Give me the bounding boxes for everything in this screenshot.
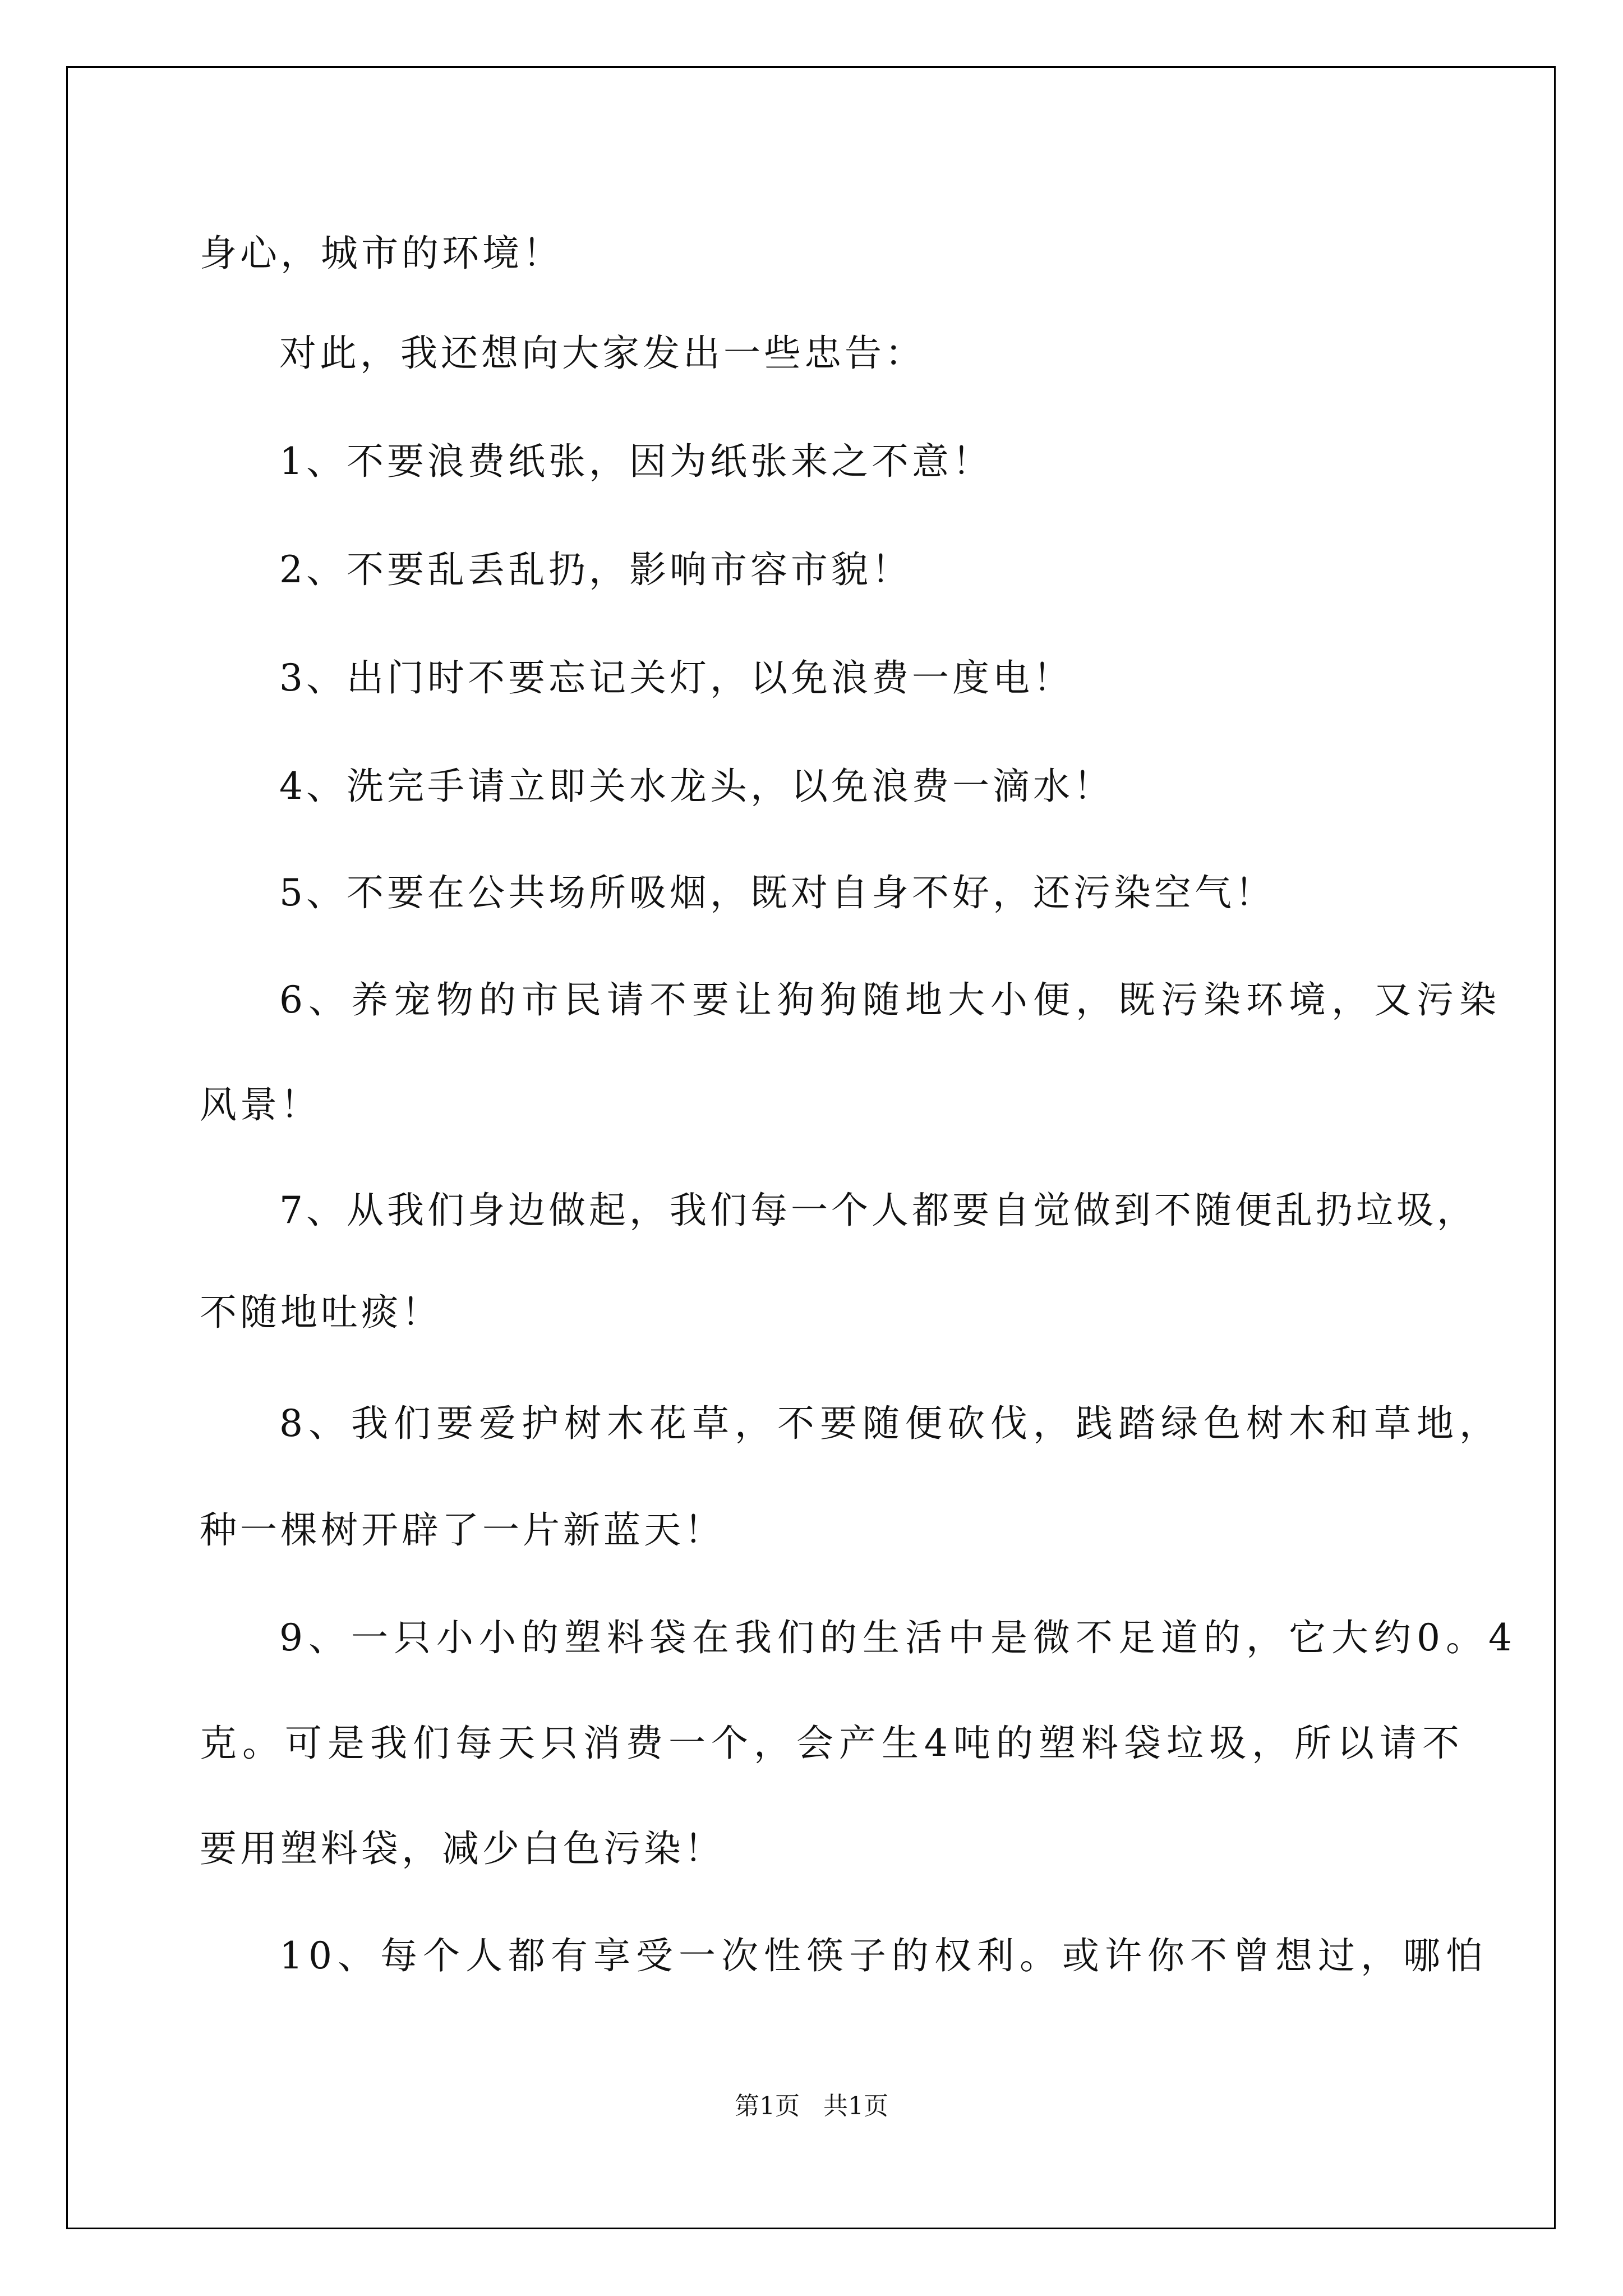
text-line-15: 克。可是我们每天只消费一个，会产生4吨的塑料袋垃圾，所以请不 [200,1722,1465,1765]
text-line-2: 对此，我还想向大家发出一些忠告： [279,332,925,375]
text-line-7: 5、不要在公共场所吸烟，既对自身不好，还污染空气！ [279,871,1275,914]
text-line-17: 10、每个人都有享受一次性筷子的权利。或许你不曾想过，哪怕 [279,1934,1488,1977]
text-line-14: 9、一只小小的塑料袋在我们的生活中是微不足道的，它大约0。4 [279,1616,1518,1659]
text-line-1: 身心，城市的环境！ [200,232,563,275]
text-line-12: 8、我们要爱护树木花草，不要随便砍伐，践踏绿色树木和草地， [279,1402,1502,1445]
text-line-8: 6、养宠物的市民请不要让狗狗随地大小便，既污染环境，又污染 [279,978,1502,1022]
text-line-5: 3、出门时不要忘记关灯，以免浪费一度电！ [279,656,1073,700]
text-line-13: 种一棵树开辟了一片新蓝天！ [200,1508,725,1552]
page-number-footer: 第1页 共1页 [735,2092,888,2120]
text-line-10: 7、从我们身边做起，我们每一个人都要自觉做到不随便乱扔垃圾， [279,1189,1477,1232]
text-line-11: 不随地吐痰！ [200,1291,442,1334]
text-line-3: 1、不要浪费纸张，因为纸张来之不意！ [279,440,993,483]
text-line-9: 风景！ [200,1083,321,1126]
text-line-4: 2、不要乱丢乱扔，影响市容市貌！ [279,548,912,591]
text-line-6: 4、洗完手请立即关水龙头，以免浪费一滴水！ [279,765,1114,808]
text-line-16: 要用塑料袋，减少白色污染！ [200,1827,725,1870]
page-border [66,66,1556,2229]
